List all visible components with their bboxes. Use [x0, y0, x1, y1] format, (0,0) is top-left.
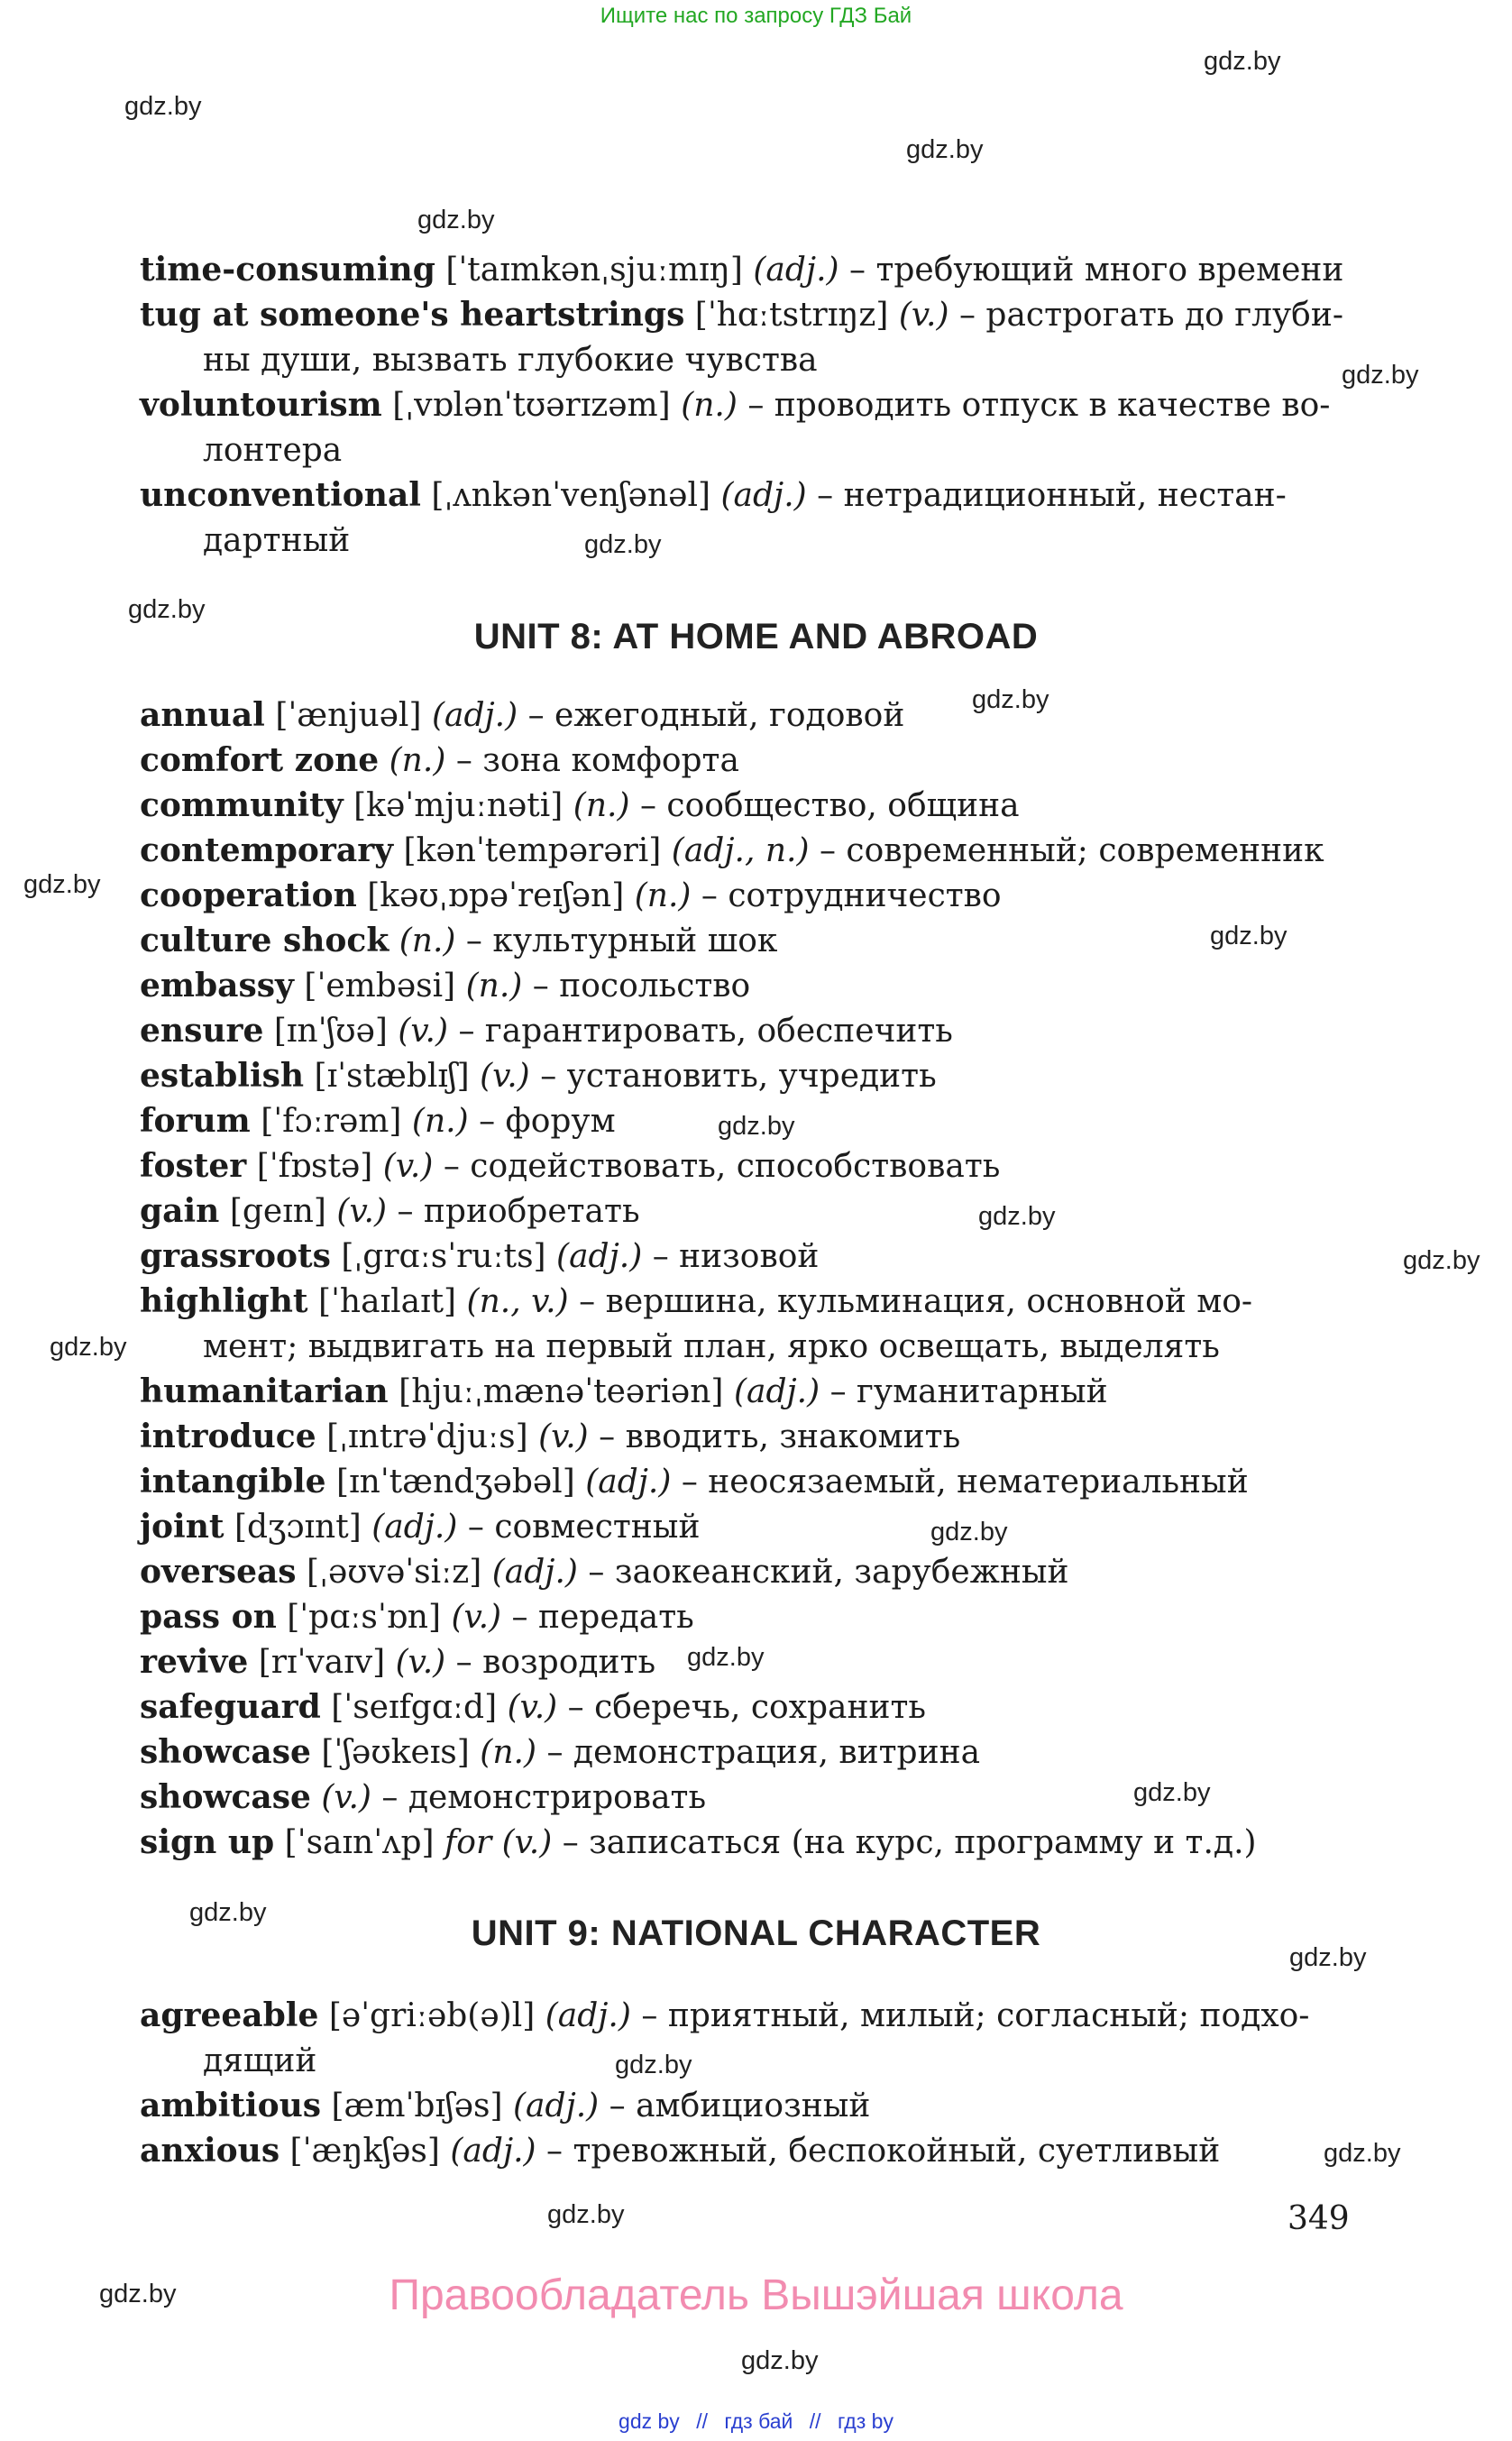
entry-term: cooperation — [140, 876, 357, 914]
entry-term: revive — [140, 1643, 249, 1681]
entry-part-of-speech: (n.) — [681, 387, 738, 424]
entry-term: unconventional — [140, 476, 421, 514]
entry-continuation: дящий — [203, 2042, 317, 2079]
entry-term: annual — [140, 696, 265, 734]
entry-transcription: [ˌgrɑːsˈruːts] — [341, 1238, 546, 1275]
entry-term: foster — [140, 1147, 247, 1185]
glossary-entry — [140, 2128, 1357, 2174]
entry-definition: – гарантировать, обеспечить — [458, 1013, 953, 1050]
search-hint-link[interactable]: Ищите нас по запросу ГДЗ Бай — [600, 4, 912, 28]
entry-part-of-speech: (n.) — [399, 922, 456, 959]
entry-definition: – посольство — [532, 968, 751, 1005]
glossary-entry — [140, 1414, 1357, 1460]
entry-transcription: [ˈfɔːrəm] — [261, 1103, 402, 1140]
glossary-entry — [140, 247, 1357, 293]
entry-part-of-speech: (n.) — [634, 877, 692, 914]
entry-part-of-speech: (v.) — [538, 1418, 589, 1455]
entry-part-of-speech: (adj.) — [371, 1509, 458, 1546]
watermark: gdz.by — [1342, 361, 1419, 390]
glossary-entry — [140, 1053, 1357, 1099]
entry-transcription: [ɪnˈʃʊə] — [273, 1013, 388, 1050]
entry-term: ambitious — [140, 2087, 322, 2124]
glossary-entry — [140, 1279, 1357, 1370]
entry-term: pass on — [140, 1598, 277, 1636]
entry-term: joint — [140, 1508, 225, 1546]
watermark: gdz.by — [1403, 1246, 1480, 1275]
entry-definition: – нетрадиционный, нестан- — [817, 477, 1287, 514]
entry-definition: – культурный шок — [465, 922, 778, 959]
glossary-entry — [140, 382, 1357, 473]
watermark: gdz.by — [99, 2280, 177, 2308]
entry-term: grassroots — [140, 1237, 331, 1275]
entry-transcription: [ˈænjuəl] — [275, 697, 422, 734]
glossary-entry — [140, 873, 1357, 919]
entry-term: overseas — [140, 1553, 297, 1591]
entry-transcription: [kəˈmjuːnəti] — [353, 787, 564, 824]
entry-term: intangible — [140, 1463, 326, 1500]
glossary-entry — [140, 1639, 1357, 1685]
footer-separator: // — [809, 2409, 821, 2433]
glossary-entry — [140, 292, 1357, 383]
copyright-notice: Правообладатель Вышэйшая школа — [389, 2271, 1123, 2319]
entry-part-of-speech: (adj.) — [491, 1554, 578, 1591]
watermark: gdz.by — [128, 595, 206, 624]
glossary-entry — [140, 1684, 1357, 1730]
watermark: gdz.by — [50, 1333, 127, 1362]
entry-definition: – гуманитарный — [829, 1373, 1108, 1410]
entry-definition: – демонстрировать — [381, 1779, 707, 1816]
entry-transcription: [ˈembəsi] — [304, 968, 456, 1005]
glossary-entry — [140, 1098, 1357, 1144]
entry-part-of-speech: (adj., n.) — [671, 832, 810, 869]
watermark: gdz.by — [189, 1898, 267, 1927]
entry-term: contemporary — [140, 831, 394, 869]
entry-definition: – растрогать до глуби- — [958, 297, 1344, 334]
entry-definition: – сберечь, сохранить — [567, 1689, 927, 1726]
watermark: gdz.by — [1289, 1943, 1367, 1972]
footer-link-gdz-by-2[interactable]: гдз by — [837, 2409, 893, 2433]
entry-part-of-speech: (v.) — [395, 1644, 446, 1681]
entry-transcription: [kənˈtempərəri] — [403, 832, 662, 869]
glossary-entry — [140, 1594, 1357, 1640]
glossary-entry — [140, 693, 1357, 739]
watermark: gdz.by — [615, 2051, 692, 2079]
entry-definition: – зона комфорта — [455, 742, 739, 779]
glossary-entry — [140, 738, 1357, 784]
entry-transcription: [ˌəʊvəˈsiːz] — [307, 1554, 482, 1591]
entry-part-of-speech: (v.) — [451, 1599, 502, 1636]
glossary-entry — [140, 1993, 1357, 2084]
entry-term: culture shock — [140, 922, 389, 959]
entry-transcription: [ˈhɑːtstrɪŋz] — [694, 297, 889, 334]
entry-term: humanitarian — [140, 1372, 389, 1410]
glossary-entry — [140, 783, 1357, 829]
watermark: gdz.by — [906, 135, 984, 164]
entry-definition: – современный; современник — [819, 832, 1324, 869]
entry-part-of-speech: (n.) — [480, 1734, 536, 1771]
glossary-entry — [140, 473, 1357, 564]
watermark: gdz.by — [978, 1202, 1056, 1231]
entry-definition: – установить, учредить — [540, 1058, 937, 1095]
glossary-entry — [140, 828, 1357, 874]
entry-definition: – приобретать — [397, 1193, 640, 1230]
entry-part-of-speech: (v.) — [507, 1689, 558, 1726]
entry-definition: – сообщество, община — [639, 787, 1020, 824]
glossary-entry — [140, 2083, 1357, 2129]
entry-transcription: [rɪˈvaɪv] — [258, 1644, 386, 1681]
entry-part-of-speech: (n.) — [411, 1103, 469, 1140]
watermark: gdz.by — [124, 92, 202, 121]
entry-definition: – неосязаемый, нематериальный — [681, 1464, 1249, 1500]
entry-definition: – передать — [511, 1599, 694, 1636]
entry-part-of-speech: (v.) — [398, 1013, 448, 1050]
entry-term: agreeable — [140, 1996, 319, 2034]
entry-transcription: [ɪˈstæblɪʃ] — [314, 1058, 470, 1095]
glossary-entry — [140, 1143, 1357, 1189]
entry-part-of-speech: (v.) — [336, 1193, 388, 1230]
entry-transcription: [ˈhaɪlaɪt] — [317, 1283, 457, 1320]
entry-continuation: дартный — [203, 522, 351, 559]
entry-transcription: [ˈseɪfgɑːd] — [331, 1689, 498, 1726]
entry-transcription: [ˈʃəʊkeɪs] — [321, 1734, 470, 1771]
entry-definition: – заокеанский, зарубежный — [588, 1554, 1069, 1591]
glossary-entry — [140, 1234, 1357, 1280]
entry-definition: – ежегодный, годовой — [527, 697, 905, 734]
entry-term: ensure — [140, 1012, 264, 1050]
glossary-entry — [140, 1820, 1357, 1866]
entry-part-of-speech: (adj.) — [753, 252, 839, 289]
entry-part-of-speech: (v.) — [382, 1148, 434, 1185]
glossary-entry — [140, 918, 1357, 964]
entry-part-of-speech: (adj.) — [556, 1238, 643, 1275]
glossary-entry — [140, 1775, 1357, 1821]
entry-definition: – записаться (на курс, программу и т.д.) — [562, 1824, 1257, 1861]
watermark: gdz.by — [1324, 2139, 1401, 2168]
glossary-entry — [140, 1188, 1357, 1234]
entry-transcription: [geɪn] — [229, 1193, 326, 1230]
entry-part-of-speech: (adj.) — [720, 477, 807, 514]
entry-term: comfort zone — [140, 741, 380, 779]
entry-term: establish — [140, 1057, 305, 1095]
entry-term: showcase — [140, 1733, 311, 1771]
entry-part-of-speech: (adj.) — [450, 2133, 536, 2170]
entry-definition: – сотрудничество — [701, 877, 1002, 914]
entry-part-of-speech: (n.) — [465, 968, 523, 1005]
watermark: gdz.by — [930, 1518, 1008, 1546]
entry-term: community — [140, 786, 344, 824]
watermark: gdz.by — [741, 2346, 819, 2375]
entry-continuation: мент; выдвигать на первый план, ярко освещать, выделять — [203, 1328, 1220, 1365]
watermark: gdz.by — [584, 530, 662, 559]
entry-definition: – проводить отпуск в качестве во- — [747, 387, 1331, 424]
glossary-entry — [140, 1369, 1357, 1415]
entry-definition: – приятный, милый; согласный; подхо- — [641, 1997, 1310, 2034]
entry-transcription: [kəʊˌɒpəˈreɪʃən] — [367, 877, 625, 914]
entry-term: anxious — [140, 2132, 280, 2170]
entry-definition: – требующий много времени — [849, 252, 1344, 289]
entry-term: gain — [140, 1192, 220, 1230]
entry-transcription: [əˈgriːəb(ə)l] — [328, 1997, 536, 2034]
entry-term: time-consuming — [140, 251, 435, 289]
entry-definition: – возродить — [455, 1644, 656, 1681]
entry-definition: – форум — [479, 1103, 616, 1140]
entry-transcription: [hjuːˌmænəˈteəriən] — [399, 1373, 724, 1410]
entry-term: tug at someone's heartstrings — [140, 296, 685, 334]
entry-term: introduce — [140, 1418, 316, 1455]
entry-term: highlight — [140, 1282, 308, 1320]
entry-transcription: [ɪnˈtændʒəbəl] — [336, 1464, 575, 1500]
entry-definition: – демонстрация, витрина — [546, 1734, 981, 1771]
entry-term: voluntourism — [140, 386, 382, 424]
glossary-entry — [140, 1549, 1357, 1595]
page-number: 349 — [1287, 2200, 1350, 2237]
entry-transcription: [ˈæŋkʃəs] — [289, 2133, 440, 2170]
entry-transcription: [ˈfɒstə] — [256, 1148, 373, 1185]
entry-definition: – низовой — [652, 1238, 820, 1275]
entry-part-of-speech: (v.) — [898, 297, 949, 334]
entry-part-of-speech: (adj.) — [431, 697, 518, 734]
footer-links — [0, 2409, 1512, 2434]
watermark: gdz.by — [972, 685, 1049, 714]
unit-heading: UNIT 9: NATIONAL CHARACTER — [471, 1913, 1041, 1953]
entry-definition: – совместный — [467, 1509, 701, 1546]
entry-definition: – вводить, знакомить — [599, 1418, 961, 1455]
footer-link-gdz-by[interactable]: gdz by — [619, 2409, 680, 2433]
watermark: gdz.by — [1204, 47, 1281, 76]
watermark: gdz.by — [417, 206, 495, 234]
entry-transcription: [ˈsaɪnˈʌp] — [284, 1824, 435, 1861]
entry-part-of-speech: (n.) — [389, 742, 446, 779]
unit-heading: UNIT 8: AT HOME AND ABROAD — [473, 617, 1039, 656]
entry-transcription: [æmˈbɪʃəs] — [331, 2088, 503, 2124]
watermark: gdz.by — [1210, 922, 1287, 950]
entry-transcription: [dʒɔɪnt] — [234, 1509, 362, 1546]
entry-term: showcase — [140, 1778, 311, 1816]
glossary-entry — [140, 1008, 1357, 1054]
glossary-entry — [140, 1504, 1357, 1550]
watermark: gdz.by — [687, 1643, 765, 1672]
entry-definition: – содействовать, способствовать — [443, 1148, 1001, 1185]
entry-transcription: [ˌɪntrəˈdjuːs] — [326, 1418, 528, 1455]
watermark: gdz.by — [718, 1112, 795, 1141]
glossary-entry — [140, 1730, 1357, 1776]
entry-definition: – амбициозный — [609, 2088, 871, 2124]
entry-transcription: [ˈpɑːsˈɒn] — [287, 1599, 442, 1636]
entry-term: embassy — [140, 967, 294, 1005]
entry-part-of-speech: (adj.) — [733, 1373, 820, 1410]
entry-part-of-speech: (n.) — [573, 787, 630, 824]
entry-part-of-speech: (adj.) — [545, 1997, 631, 2034]
watermark: gdz.by — [1133, 1778, 1211, 1807]
entry-term: safeguard — [140, 1688, 321, 1726]
entry-part-of-speech: for (v.) — [444, 1824, 553, 1861]
entry-definition: – тревожный, беспокойный, суетливый — [546, 2133, 1221, 2170]
entry-part-of-speech: (n., v.) — [466, 1283, 569, 1320]
entry-term: forum — [140, 1102, 251, 1140]
watermark: gdz.by — [23, 870, 101, 899]
footer-separator: // — [696, 2409, 708, 2433]
watermark: gdz.by — [547, 2200, 625, 2229]
entry-term: sign up — [140, 1823, 275, 1861]
entry-part-of-speech: (adj.) — [585, 1464, 672, 1500]
entry-part-of-speech: (adj.) — [513, 2088, 600, 2124]
footer-link-gdz-bai[interactable]: гдз бай — [724, 2409, 793, 2433]
entry-continuation: лонтера — [203, 432, 343, 469]
entry-transcription: [ˈtaɪmkənˌsjuːmɪŋ] — [445, 252, 743, 289]
entry-transcription: [ˌʌnkənˈvenʃənəl] — [431, 477, 711, 514]
entry-continuation: ны души, вызвать глубокие чувства — [203, 342, 818, 379]
entry-definition: – вершина, кульминация, основной мо- — [579, 1283, 1253, 1320]
entry-part-of-speech: (v.) — [480, 1058, 530, 1095]
entry-part-of-speech: (v.) — [321, 1779, 371, 1816]
glossary-entry — [140, 1459, 1357, 1505]
entry-transcription: [ˌvɒlənˈtʊərɪzəm] — [392, 387, 671, 424]
glossary-entry — [140, 963, 1357, 1009]
